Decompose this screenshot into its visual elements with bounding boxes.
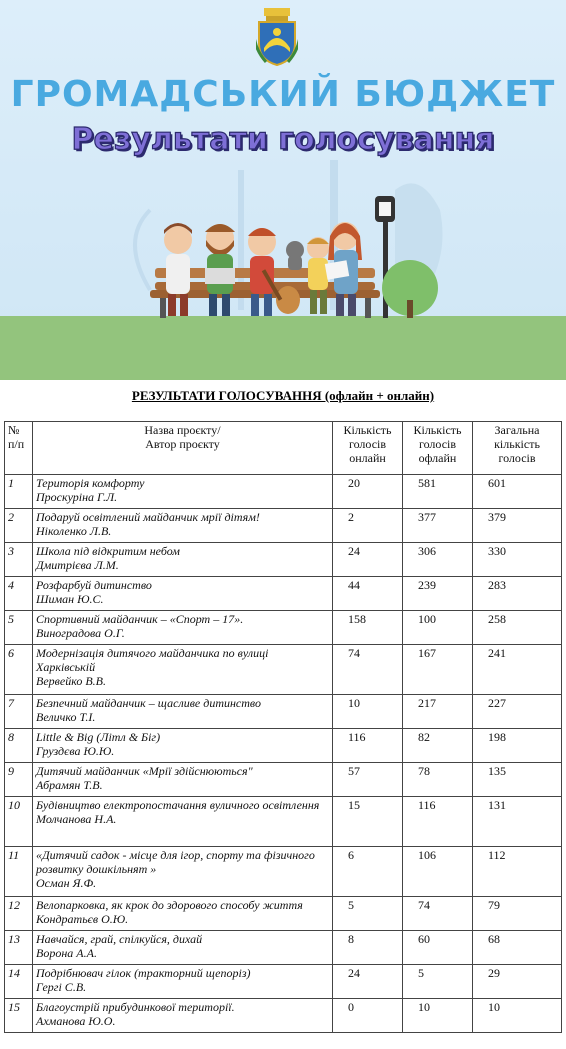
table-header-row <box>5 422 562 475</box>
project-name: Навчайся, грай, спілкуйся, дихай <box>36 932 203 946</box>
votes-total-value: 131 <box>488 798 506 812</box>
votes-offline-value: 581 <box>418 476 436 490</box>
row-number: 2 <box>5 509 33 543</box>
header-name <box>33 422 333 475</box>
votes-online <box>333 577 403 611</box>
votes-total-value: 112 <box>488 848 506 862</box>
votes-total-value: 241 <box>488 646 506 660</box>
project-cell <box>33 475 333 509</box>
votes-total <box>473 763 562 797</box>
votes-total-value: 227 <box>488 696 506 710</box>
header-total: Загальна кількість голосів <box>473 422 562 475</box>
project-cell <box>33 931 333 965</box>
votes-offline <box>403 577 473 611</box>
park-bench-illustration <box>0 150 566 380</box>
table-body <box>5 475 562 1033</box>
votes-online-value: 0 <box>348 1000 354 1014</box>
votes-online-value: 20 <box>348 476 360 490</box>
table-row <box>5 965 562 999</box>
header-name-line1: Назва проєкту/ <box>144 423 221 437</box>
votes-offline <box>403 509 473 543</box>
project-author: Ворона А.А. <box>36 946 97 960</box>
votes-offline <box>403 729 473 763</box>
table-row <box>5 695 562 729</box>
votes-online-value: 44 <box>348 578 360 592</box>
votes-online-value: 116 <box>348 730 366 744</box>
votes-total <box>473 509 562 543</box>
row-number: 9 <box>5 763 33 797</box>
row-number: 5 <box>5 611 33 645</box>
votes-offline <box>403 897 473 931</box>
project-cell <box>33 797 333 847</box>
votes-online-value: 8 <box>348 932 354 946</box>
votes-total <box>473 931 562 965</box>
votes-online-value: 5 <box>348 898 354 912</box>
votes-online-value: 57 <box>348 764 360 778</box>
votes-online <box>333 611 403 645</box>
votes-offline-value: 82 <box>418 730 430 744</box>
project-name: Велопарковка, як крок до здорового способу життя <box>36 898 303 912</box>
project-cell <box>33 847 333 897</box>
votes-online <box>333 931 403 965</box>
coat-of-arms-icon <box>256 8 298 66</box>
project-author: Гергі С.В. <box>36 980 87 994</box>
votes-total-value: 283 <box>488 578 506 592</box>
banner-subtitle: Результати голосування <box>71 122 495 157</box>
votes-online-value: 6 <box>348 848 354 862</box>
project-author: Молчанова Н.А. <box>36 812 117 826</box>
project-cell <box>33 543 333 577</box>
votes-offline <box>403 475 473 509</box>
votes-offline-value: 74 <box>418 898 430 912</box>
votes-online-value: 74 <box>348 646 360 660</box>
table-row <box>5 509 562 543</box>
votes-total <box>473 847 562 897</box>
project-cell <box>33 577 333 611</box>
row-number: 13 <box>5 931 33 965</box>
votes-total-value: 68 <box>488 932 500 946</box>
votes-total-value: 29 <box>488 966 500 980</box>
project-name: Подаруй освітлений майданчик мрії дітям! <box>36 510 260 524</box>
votes-offline-value: 239 <box>418 578 436 592</box>
votes-offline-value: 10 <box>418 1000 430 1014</box>
votes-total-value: 330 <box>488 544 506 558</box>
row-number: 12 <box>5 897 33 931</box>
votes-online-value: 24 <box>348 544 360 558</box>
project-name: Безпечний майданчик – щасливе дитинство <box>36 696 261 710</box>
votes-online <box>333 847 403 897</box>
votes-online-value: 24 <box>348 966 360 980</box>
votes-offline <box>403 797 473 847</box>
row-number: 15 <box>5 999 33 1033</box>
votes-total <box>473 695 562 729</box>
table-row <box>5 611 562 645</box>
project-author: Ахманова Ю.О. <box>36 1014 116 1028</box>
votes-offline <box>403 931 473 965</box>
project-name: Територія комфорту <box>36 476 145 490</box>
project-name: Спортивний майданчик – «Спорт – 17». <box>36 612 244 626</box>
votes-online <box>333 695 403 729</box>
table-row <box>5 797 562 847</box>
table-row <box>5 931 562 965</box>
row-number: 8 <box>5 729 33 763</box>
project-cell <box>33 645 333 695</box>
votes-online <box>333 897 403 931</box>
votes-offline-value: 306 <box>418 544 436 558</box>
votes-offline-value: 78 <box>418 764 430 778</box>
row-number: 10 <box>5 797 33 847</box>
votes-offline-value: 116 <box>418 798 436 812</box>
project-author: Осман Я.Ф. <box>36 876 97 890</box>
project-name: Подрібнювач гілок (тракторний щепоріз) <box>36 966 251 980</box>
votes-total <box>473 897 562 931</box>
votes-online-value: 10 <box>348 696 360 710</box>
table-row <box>5 897 562 931</box>
votes-online <box>333 965 403 999</box>
project-name: Розфарбуй дитинство <box>36 578 152 592</box>
results-heading: РЕЗУЛЬТАТИ ГОЛОСУВАННЯ (офлайн + онлайн) <box>131 388 435 403</box>
votes-total-value: 601 <box>488 476 506 490</box>
votes-offline-value: 106 <box>418 848 436 862</box>
votes-total <box>473 611 562 645</box>
votes-online <box>333 797 403 847</box>
header-name-line2: Автор проєкту <box>145 437 220 451</box>
project-author: Проскуріна Г.Л. <box>36 490 118 504</box>
project-name: Little & Big (Літл & Біг) <box>36 730 161 744</box>
votes-total-value: 198 <box>488 730 506 744</box>
banner <box>0 0 566 380</box>
project-name: Модернізація дитячого майданчика по вулиці Харківській <box>36 646 269 674</box>
project-author: Ніколенко Л.В. <box>36 524 112 538</box>
votes-total <box>473 797 562 847</box>
table-row <box>5 543 562 577</box>
project-cell <box>33 695 333 729</box>
votes-offline <box>403 543 473 577</box>
project-cell <box>33 965 333 999</box>
votes-offline <box>403 847 473 897</box>
votes-total-value: 258 <box>488 612 506 626</box>
row-number: 1 <box>5 475 33 509</box>
votes-offline <box>403 645 473 695</box>
row-number: 3 <box>5 543 33 577</box>
row-number: 6 <box>5 645 33 695</box>
votes-total <box>473 729 562 763</box>
votes-offline <box>403 695 473 729</box>
project-cell <box>33 611 333 645</box>
votes-total <box>473 475 562 509</box>
project-author: Груздєва Ю.Ю. <box>36 744 115 758</box>
project-cell <box>33 729 333 763</box>
row-number: 14 <box>5 965 33 999</box>
votes-offline-value: 377 <box>418 510 436 524</box>
votes-total-value: 135 <box>488 764 506 778</box>
votes-offline-value: 217 <box>418 696 436 710</box>
votes-online <box>333 999 403 1033</box>
votes-offline-value: 167 <box>418 646 436 660</box>
project-name: Благоустрій прибудинкової території. <box>36 1000 235 1014</box>
votes-online <box>333 645 403 695</box>
votes-online <box>333 729 403 763</box>
project-cell <box>33 763 333 797</box>
table-row <box>5 577 562 611</box>
header-offline: Кількість голосів офлайн <box>403 422 473 475</box>
votes-total <box>473 965 562 999</box>
votes-offline <box>403 999 473 1033</box>
votes-online-value: 15 <box>348 798 360 812</box>
table-row <box>5 645 562 695</box>
votes-total-value: 10 <box>488 1000 500 1014</box>
table-row <box>5 729 562 763</box>
banner-title: ГРОМАДСЬКИЙ БЮДЖЕТ <box>10 74 556 115</box>
project-author: Шиман Ю.С. <box>36 592 104 606</box>
project-author: Кондратьєв О.Ю. <box>36 912 129 926</box>
project-author: Величко Т.І. <box>36 710 96 724</box>
votes-offline-value: 100 <box>418 612 436 626</box>
votes-offline <box>403 965 473 999</box>
table-row <box>5 763 562 797</box>
table-row <box>5 847 562 897</box>
project-author: Дмитрієва Л.М. <box>36 558 119 572</box>
table-row <box>5 999 562 1033</box>
votes-online-value: 2 <box>348 510 354 524</box>
votes-offline <box>403 763 473 797</box>
votes-offline <box>403 611 473 645</box>
votes-online <box>333 509 403 543</box>
table-row <box>5 475 562 509</box>
votes-online <box>333 475 403 509</box>
header-online: Кількість голосів онлайн <box>333 422 403 475</box>
project-name: «Дитячий садок - місце для ігор, спорту та фізичного розвитку дошкільнят » <box>36 848 315 876</box>
votes-total-value: 379 <box>488 510 506 524</box>
header-num: № п/п <box>5 422 33 475</box>
votes-online <box>333 763 403 797</box>
votes-total <box>473 645 562 695</box>
row-number: 7 <box>5 695 33 729</box>
votes-offline-value: 5 <box>418 966 424 980</box>
project-author: Вервейко В.В. <box>36 674 107 688</box>
project-name: Школа під відкритим небом <box>36 544 180 558</box>
project-cell <box>33 509 333 543</box>
votes-offline-value: 60 <box>418 932 430 946</box>
project-author: Абрамян Т.В. <box>36 778 103 792</box>
project-cell <box>33 999 333 1033</box>
votes-total <box>473 999 562 1033</box>
votes-total <box>473 543 562 577</box>
votes-total-value: 79 <box>488 898 500 912</box>
results-table <box>4 421 562 1033</box>
votes-total <box>473 577 562 611</box>
project-cell <box>33 897 333 931</box>
votes-online-value: 158 <box>348 612 366 626</box>
votes-online <box>333 543 403 577</box>
project-name: Будівництво електропостачання вуличного освітлення <box>36 798 320 812</box>
row-number: 4 <box>5 577 33 611</box>
project-name: Дитячий майданчик «Мрії здійснюються" <box>36 764 253 778</box>
row-number: 11 <box>5 847 33 897</box>
project-author: Виноградова О.Г. <box>36 626 125 640</box>
